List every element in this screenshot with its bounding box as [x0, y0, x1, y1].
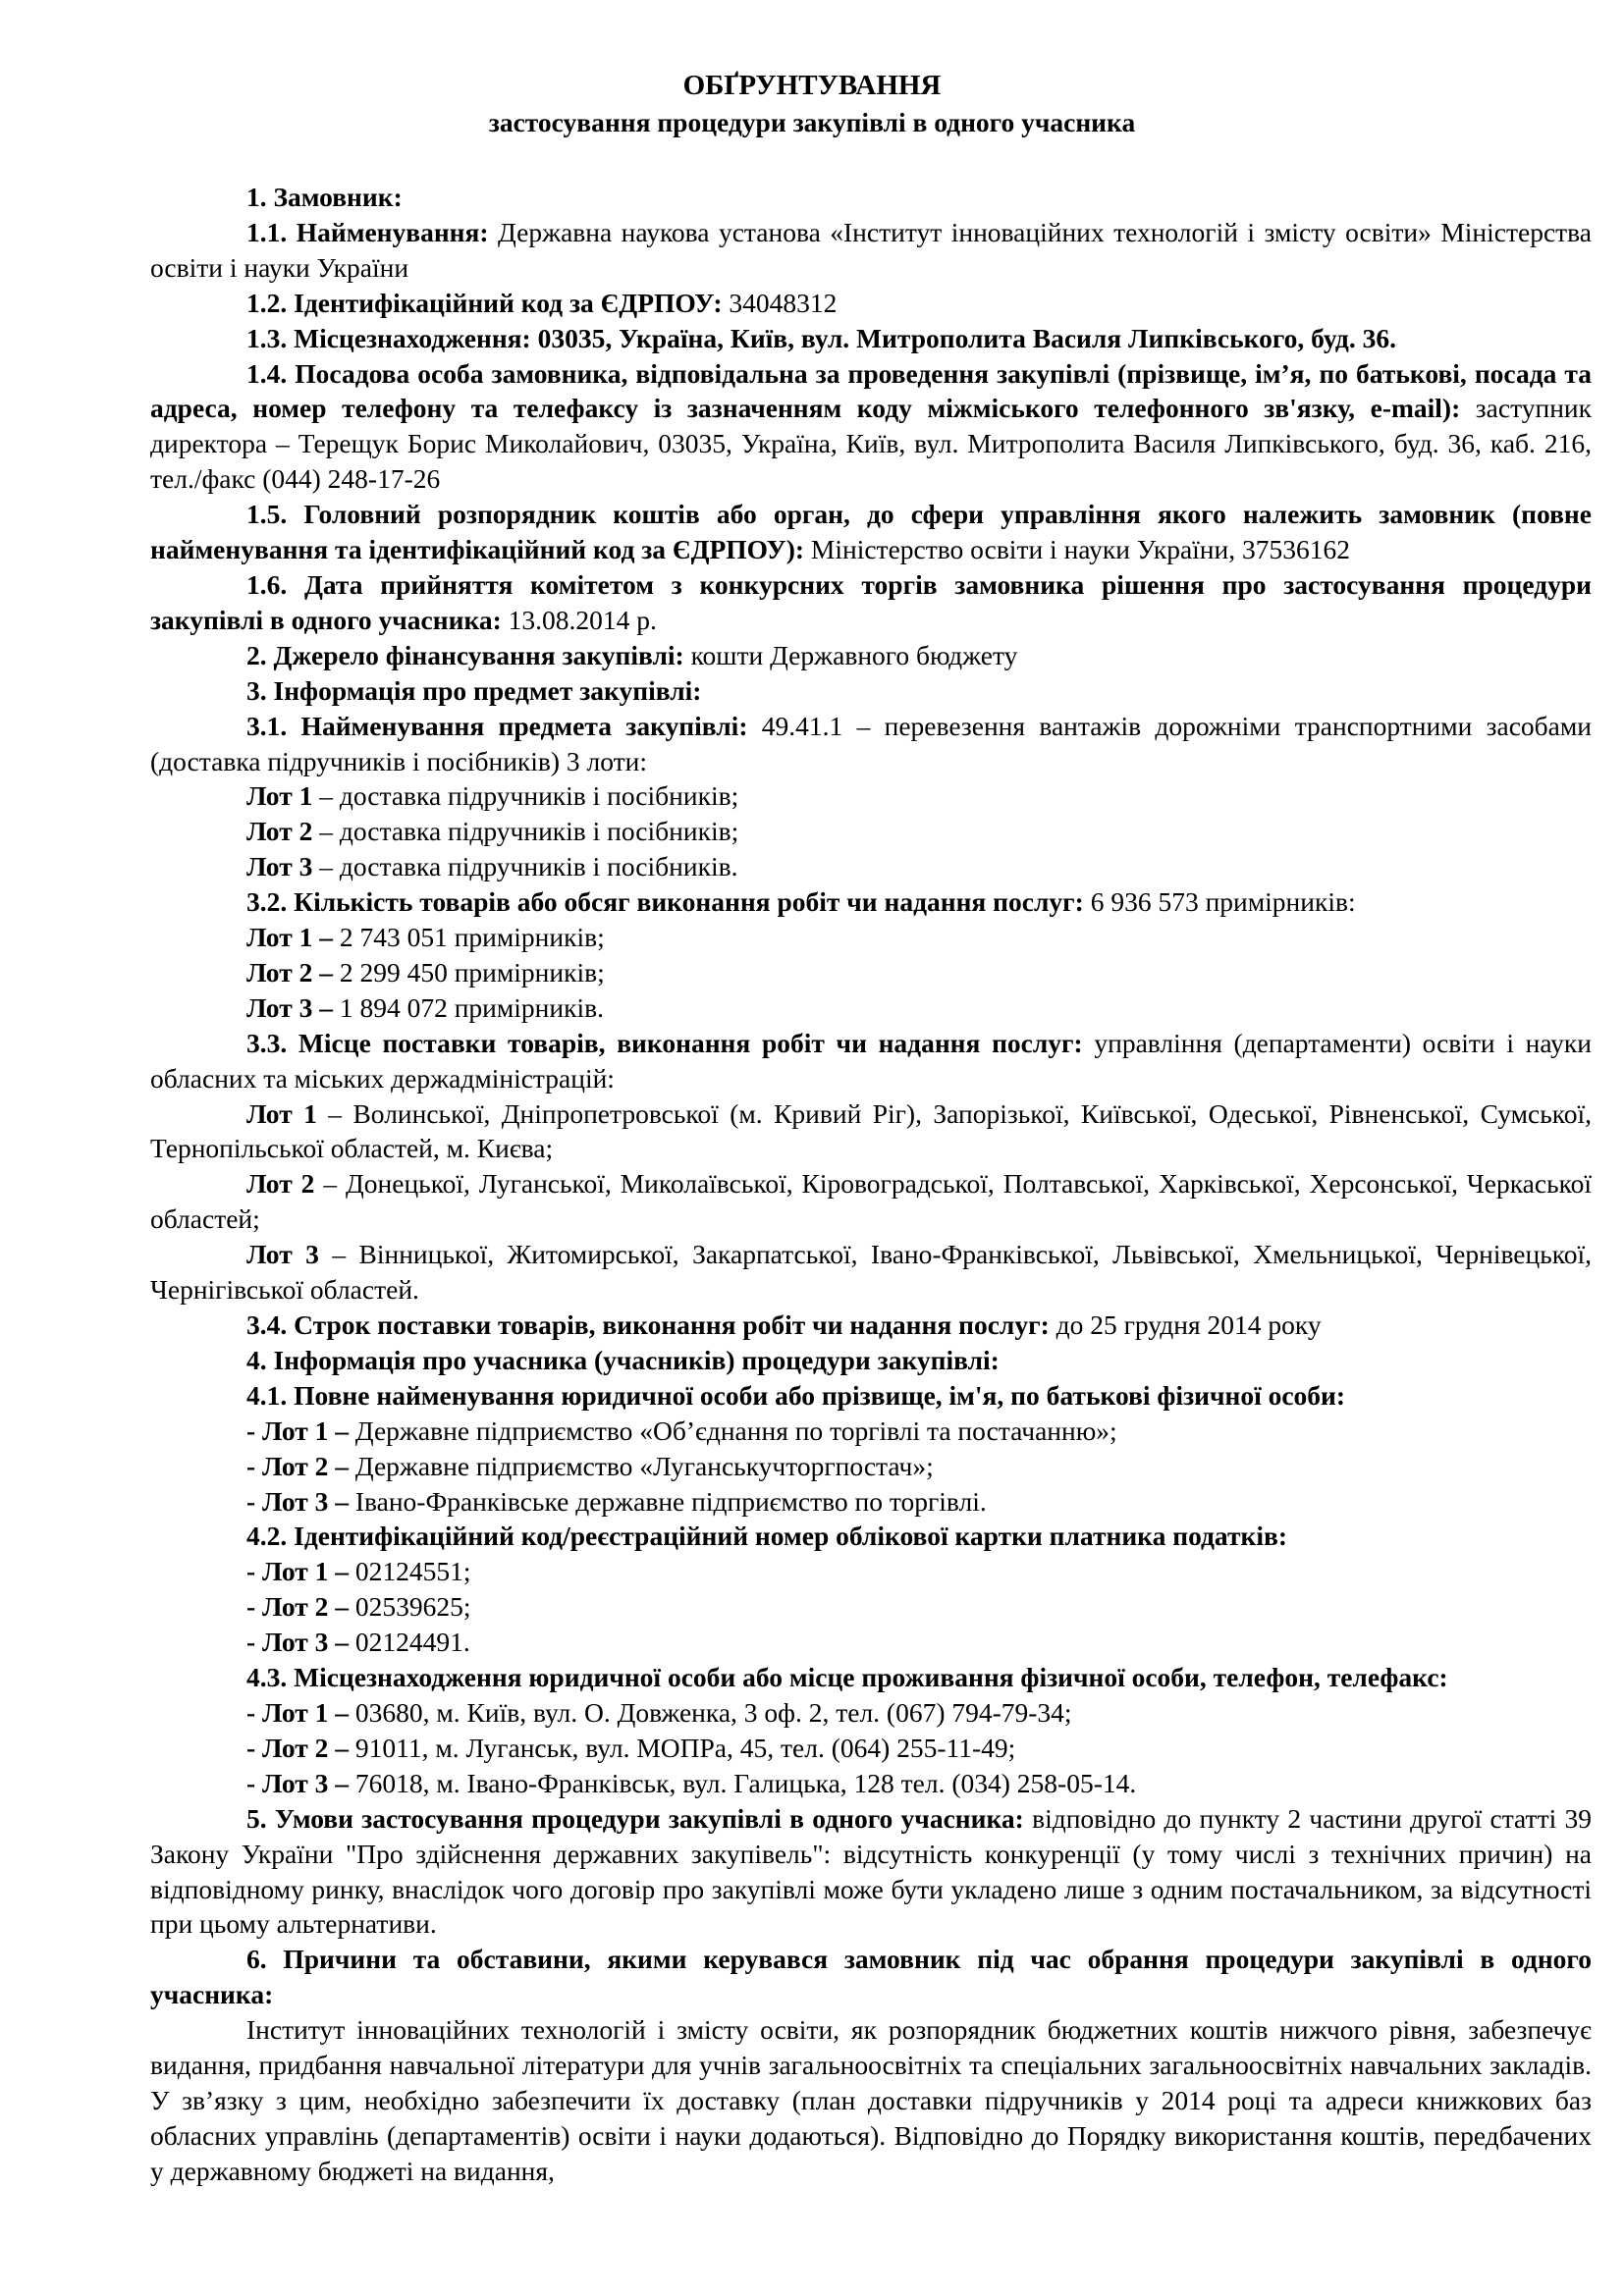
- list-item: Лот 3 – Вінницької, Житомирської, Закарпатської, Івано-Франківської, Львівської, Хмельницької, Чернівецької, Чернігівської областей.: [150, 1239, 1592, 1306]
- list-item: - Лот 3 – 76018, м. Івано-Франківськ, вул. Галицька, 128 тел. (034) 258-05-14.: [246, 1767, 1137, 1798]
- section-2: 2. Джерело фінансування закупівлі: кошти Державного бюджету: [246, 639, 1018, 670]
- item-4-1: 4.1. Повне найменування юридичної особи або прізвище, ім'я, по батькові фізичної особи:: [246, 1379, 1346, 1411]
- document-body: [150, 180, 1592, 2189]
- list-item: Лот 3 – доставка підручників і посібників.: [246, 851, 738, 882]
- section-4-heading: 4. Інформація про учасника (учасників) процедури закупівлі:: [246, 1344, 1000, 1375]
- list-item: - Лот 2 – 02539625;: [246, 1591, 471, 1623]
- section-3-heading: 3. Інформація про предмет закупівлі:: [246, 674, 702, 706]
- section-6-heading: 6. Причини та обставини, якими керувався замовник під час обрання процедури закупівлі в одного учасника:: [150, 1944, 1592, 2010]
- list-item: - Лот 2 – 91011, м. Луганськ, вул. МОПРа, 45, тел. (064) 255-11-49;: [246, 1732, 1016, 1763]
- list-item: - Лот 1 – Державне підприємство «Об’єднання по торгівлі та постачанню»;: [246, 1415, 1117, 1446]
- document-title: ОБҐРУНТУВАННЯ: [682, 70, 942, 101]
- list-item: Лот 2 – Донецької, Луганської, Миколаївської, Кіровоградської, Полтавської, Харківської, Херсонської, Черкаської областей;: [150, 1168, 1592, 1235]
- item-3-1: 3.1. Найменування предмета закупівлі: 49.41.1 – перевезення вантажів дорожніми транспортними засобами (доставка підручників і посібників) 3 лоти:: [150, 710, 1593, 776]
- list-item: Лот 2 – доставка підручників і посібників;: [246, 816, 739, 847]
- item-3-4: 3.4. Строк поставки товарів, виконання робіт чи надання послуг: до 25 грудня 2014 року: [246, 1309, 1322, 1340]
- list-item: Лот 2 – 2 299 450 примірників;: [246, 956, 605, 988]
- list-item: Лот 1 – 2 743 051 примірників;: [246, 922, 605, 953]
- list-item: - Лот 1 – 02124551;: [246, 1556, 471, 1587]
- section-6-text: Інститут інноваційних технологій і змісту освіти, як розпорядник бюджетних коштів нижчого рівня, забезпечує видання, придбання навчальної літератури для учнів загальноосвітніх та спеціальних загальноосвітніх навчальних закладів. У зв’язку з цим, необхідно забезпечити їх доставку (план доставки підручників у 2014 році та адреси книжкових баз обласних управлінь (департаментів) освіти і науки додаються). Відповідно до Порядку використання коштів, передбачених у державному бюджеті на видання,: [150, 2014, 1592, 2186]
- item-1-3: 1.3. Місцезнаходження: 03035, Україна, Київ, вул. Митрополита Василя Липківського, буд. 36.: [246, 322, 1396, 353]
- section-1-heading: 1. Замовник:: [246, 182, 403, 212]
- item-4-3: 4.3. Місцезнаходження юридичної особи або місце проживання фізичної особи, телефон, телефакс:: [246, 1662, 1448, 1693]
- list-item: - Лот 3 – 02124491.: [246, 1627, 470, 1658]
- document-subtitle: застосування процедури закупівлі в одного учасника: [488, 107, 1136, 137]
- list-item: Лот 3 – 1 894 072 примірників.: [246, 991, 604, 1023]
- list-item: - Лот 1 – 03680, м. Київ, вул. О. Довженка, 3 оф. 2, тел. (067) 794-79-34;: [246, 1696, 1072, 1728]
- item-1-6: 1.6. Дата прийняття комітетом з конкурсних торгів замовника рішення про застосування процедури закупівлі в одного учасника: 13.08.2014 р.: [150, 568, 1592, 635]
- item-4-2: 4.2. Ідентифікаційний код/реєстраційний номер облікової картки платника податків:: [246, 1521, 1287, 1552]
- list-item: - Лот 2 – Державне підприємство «Луганськучторгпостач»;: [246, 1450, 934, 1481]
- item-1-4: 1.4. Посадова особа замовника, відповідальна за проведення закупівлі (прізвище, ім’я, по батькові, посада та адреса, номер телефону та телефаксу із зазначенням коду міжміського телефонного зв'язку, e-mail): заступник директора – Терещук Борис Миколайович, 03035, Україна, Київ, вул. Митрополита Василя Липківського, буд. 36, каб. 216, тел./факс (044) 248-17-26: [150, 357, 1592, 495]
- item-3-2: 3.2. Кількість товарів або обсяг виконання робіт чи надання послуг: 6 936 573 примірників:: [246, 886, 1356, 918]
- item-1-2: 1.2. Ідентифікаційний код за ЄДРПОУ: 34048312: [246, 287, 838, 318]
- item-1-5: 1.5. Головний розпорядник коштів або орган, до сфери управління якого належить замовник (повне найменування та ідентифікаційний код за ЄДРПОУ): Міністерство освіти і науки України, 37536162: [150, 499, 1592, 565]
- list-item: - Лот 3 – Івано-Франківське державне підприємство по торгівлі.: [246, 1485, 987, 1517]
- item-1-1: 1.1. Найменування: Державна наукова установа «Інститут інноваційних технологій і змісту освіти» Міністерства освіти і науки України: [150, 216, 1593, 283]
- item-3-3: 3.3. Місце поставки товарів, виконання робіт чи надання послуг: управління (департаменти) освіти і науки обласних та міських держадміністрацій:: [150, 1027, 1592, 1094]
- list-item: Лот 1 – Волинської, Дніпропетровської (м. Кривий Ріг), Запорізької, Київської, Одеської, Рівненської, Сумської, Тернопільської областей, м. Києва;: [150, 1097, 1592, 1164]
- list-item: Лот 1 – доставка підручників і посібників;: [246, 780, 739, 812]
- section-5: 5. Умови застосування процедури закупівлі в одного учасника: відповідно до пункту 2 частини другої статті 39 Закону України "Про здійснення державних закупівель": відсутність конкуренції (у тому числі з технічних причин) на відповідному ринку, внаслідок чого договір про закупівлі може бути укладено лише з одним постачальником, за відсутності при цьому альтернативи.: [150, 1802, 1593, 1940]
